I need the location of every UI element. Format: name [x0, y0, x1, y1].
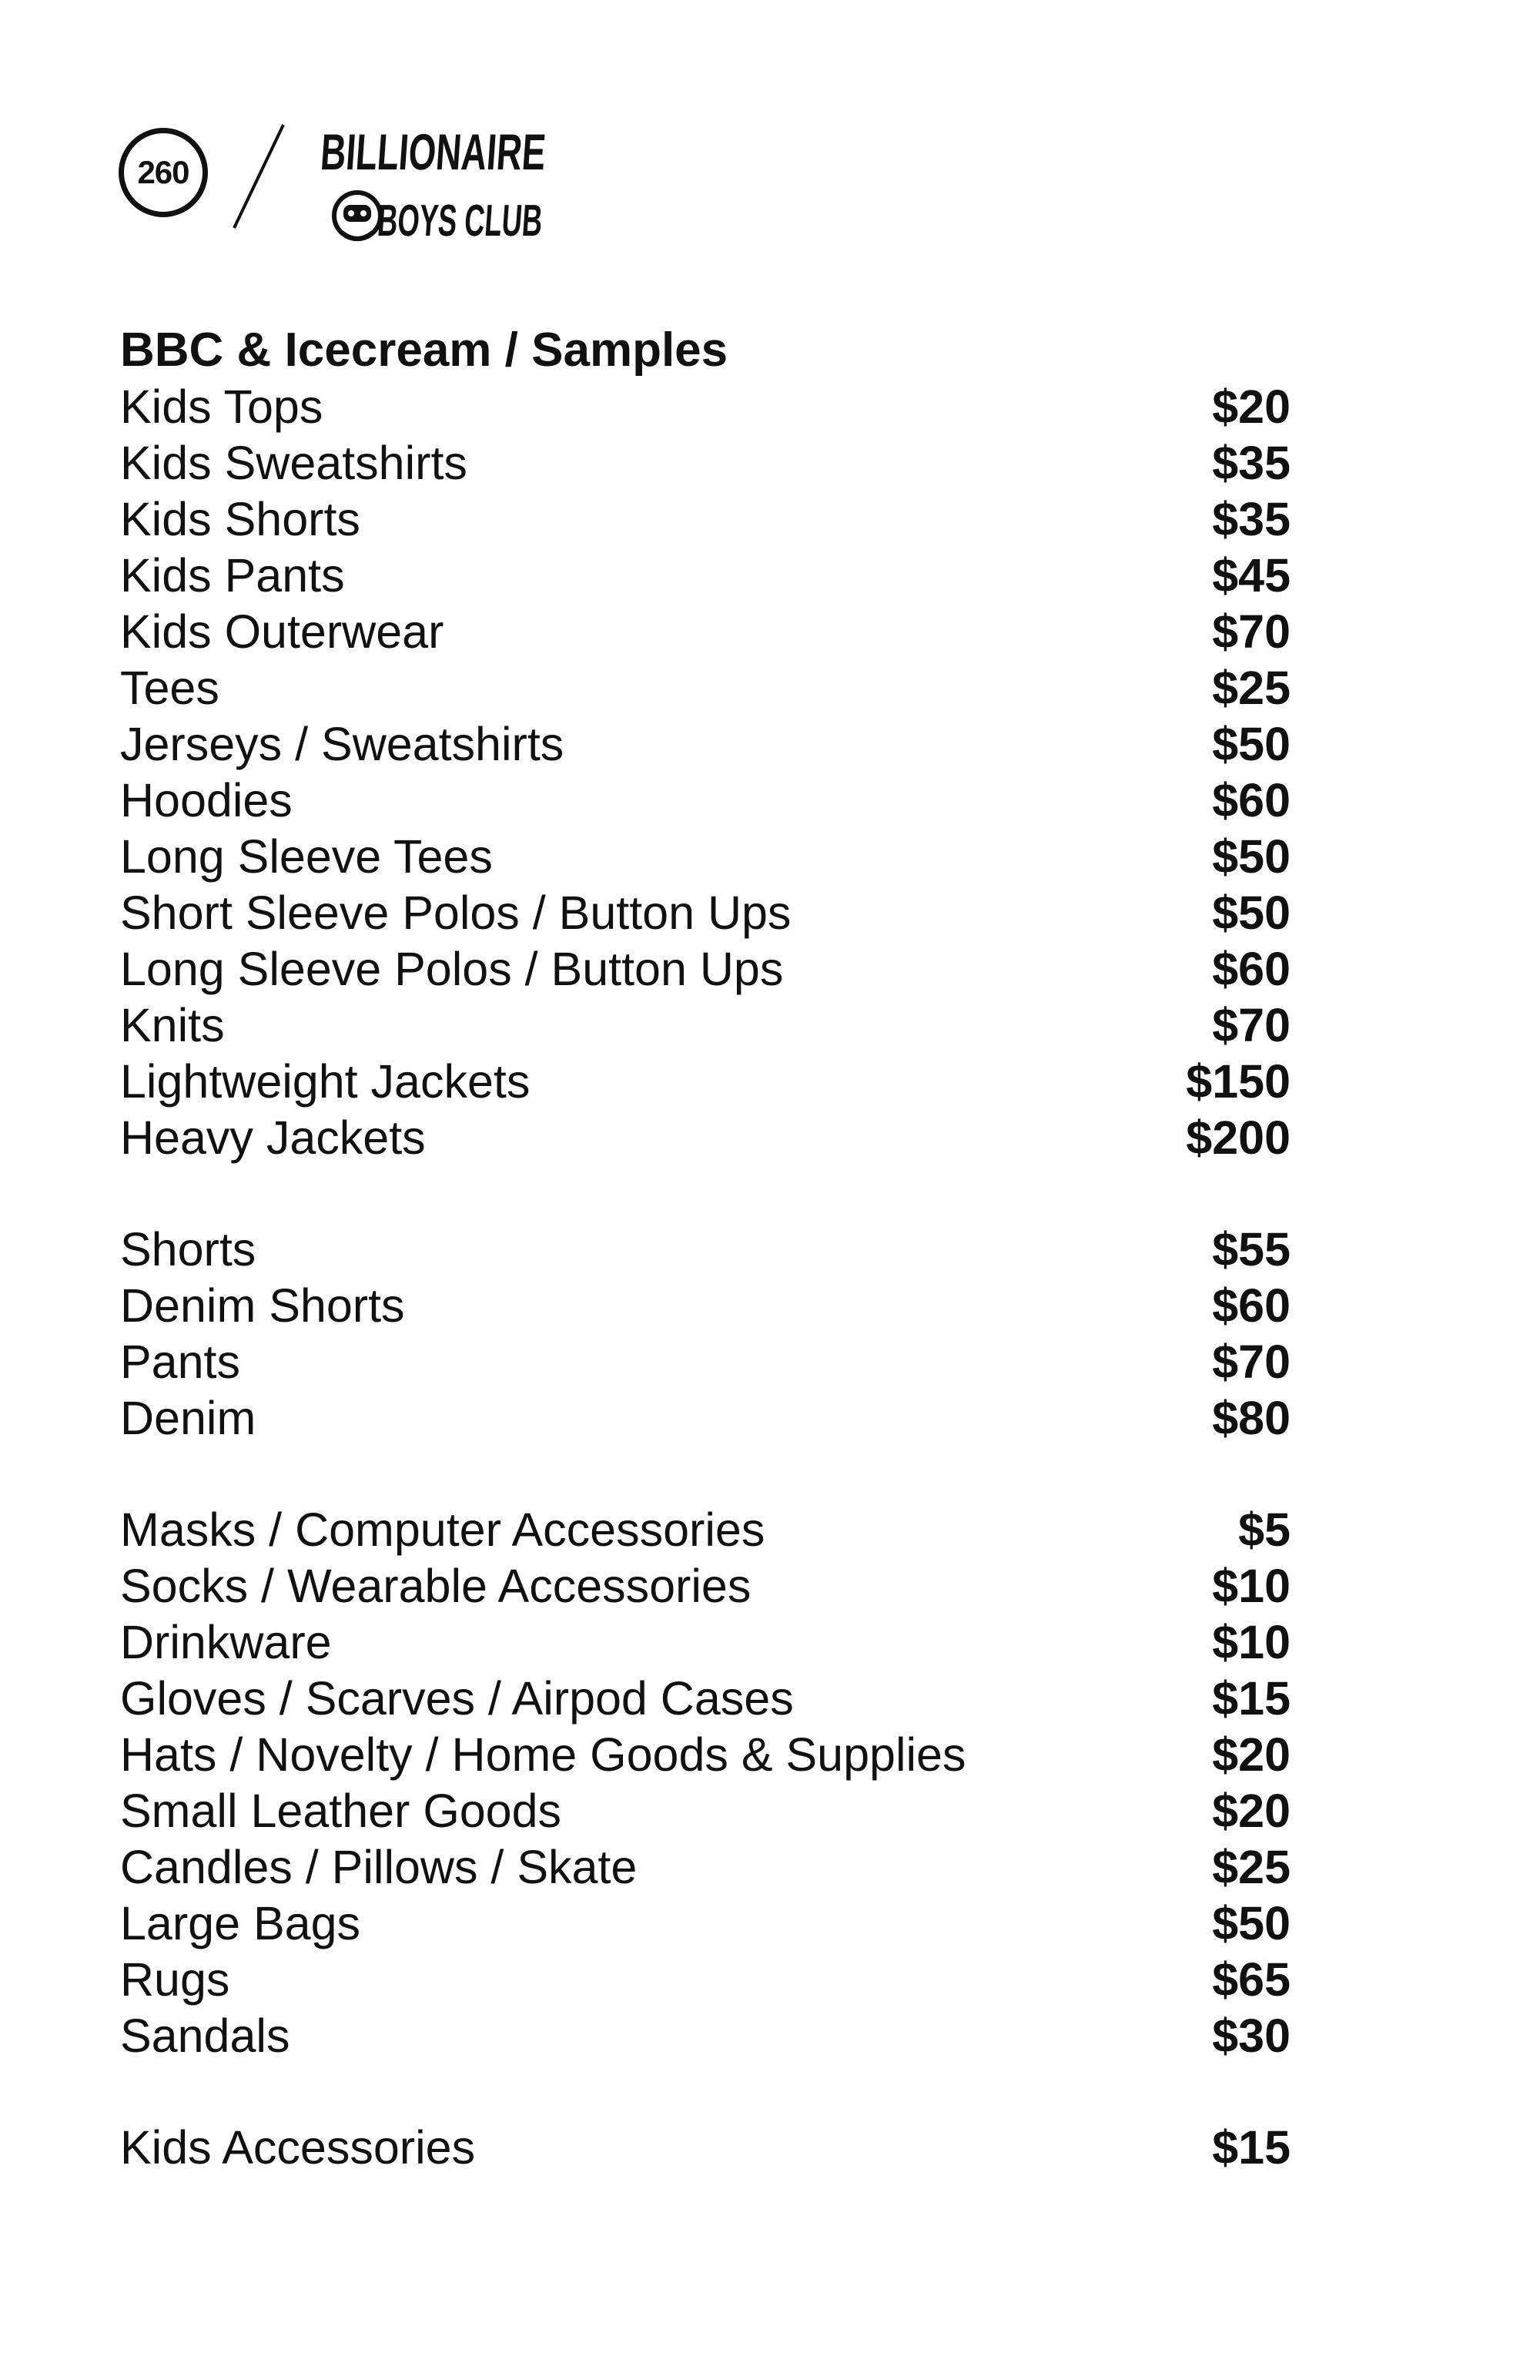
price-row [120, 604, 1291, 660]
item-price: $35 [1212, 437, 1291, 489]
item-price: $35 [1212, 493, 1291, 545]
item-label: Hats / Novelty / Home Goods & Supplies [120, 1728, 966, 1781]
item-price: $50 [1212, 718, 1291, 770]
price-row [120, 1558, 1291, 1614]
logo-line2: BOYS CLUB [376, 196, 643, 246]
price-row [120, 885, 1291, 941]
item-label: Kids Tops [120, 380, 323, 433]
price-row [120, 1896, 1291, 1952]
item-price: $10 [1212, 1560, 1291, 1612]
price-row [120, 1727, 1291, 1783]
price-row [120, 1783, 1291, 1839]
item-price: $60 [1212, 943, 1291, 995]
item-price: $50 [1212, 887, 1291, 939]
item-price: $65 [1212, 1953, 1291, 2006]
page-number-badge [119, 128, 208, 217]
item-price: $25 [1212, 662, 1291, 714]
item-label: Kids Sweatshirts [120, 437, 467, 489]
price-row [120, 548, 1291, 604]
price-row [120, 491, 1291, 548]
price-groups [120, 379, 1291, 2176]
item-label: Small Leather Goods [120, 1785, 562, 1837]
item-label: Gloves / Scarves / Airpod Cases [120, 1672, 794, 1725]
price-group [120, 1502, 1291, 2064]
item-price: $10 [1212, 1616, 1291, 1668]
item-label: Shorts [120, 1223, 256, 1275]
brand-logo [318, 114, 648, 246]
item-label: Denim [120, 1392, 256, 1444]
item-label: Denim Shorts [120, 1279, 405, 1332]
item-label: Candles / Pillows / Skate [120, 1841, 638, 1893]
price-row [120, 1502, 1291, 1558]
item-label: Short Sleeve Polos / Button Ups [120, 887, 792, 939]
price-row [120, 997, 1291, 1054]
item-price: $20 [1212, 1728, 1291, 1781]
price-row [120, 435, 1291, 491]
item-price: $70 [1212, 999, 1291, 1051]
item-label: Socks / Wearable Accessories [120, 1560, 752, 1612]
price-row [120, 773, 1291, 829]
price-group [120, 1222, 1291, 1446]
item-label: Jerseys / Sweatshirts [120, 718, 564, 770]
item-label: Large Bags [120, 1897, 360, 1949]
item-price: $50 [1212, 830, 1291, 883]
item-price: $50 [1212, 1897, 1291, 1949]
item-label: Rugs [120, 1953, 230, 2006]
astronaut-icon [334, 193, 380, 239]
price-row [120, 660, 1291, 716]
price-row [120, 829, 1291, 885]
item-price: $60 [1212, 1279, 1291, 1332]
divider-slash [228, 122, 290, 231]
price-row [120, 1222, 1291, 1278]
item-price: $55 [1212, 1223, 1291, 1275]
item-price: $20 [1212, 380, 1291, 433]
item-label: Kids Accessories [120, 2121, 476, 2174]
price-row [120, 1334, 1291, 1390]
item-label: Hoodies [120, 774, 293, 826]
price-list [120, 322, 1291, 2176]
price-row [120, 1390, 1291, 1446]
item-price: $200 [1186, 1111, 1291, 1164]
price-row [120, 1952, 1291, 2008]
section-title: BBC & Icecream / Samples [120, 323, 728, 377]
item-price: $70 [1212, 605, 1291, 658]
item-price: $70 [1212, 1336, 1291, 1388]
price-group [120, 379, 1291, 1166]
price-row [120, 379, 1291, 435]
price-row [120, 1839, 1291, 1896]
item-price: $5 [1238, 1503, 1291, 1556]
item-label: Knits [120, 999, 225, 1051]
item-label: Heavy Jackets [120, 1111, 426, 1164]
item-price: $15 [1212, 2121, 1291, 2174]
item-label: Kids Pants [120, 549, 345, 602]
price-row [120, 716, 1291, 773]
item-label: Drinkware [120, 1616, 332, 1668]
price-row [120, 941, 1291, 997]
page-number: 260 [137, 154, 189, 190]
item-price: $20 [1212, 1785, 1291, 1837]
item-label: Kids Outerwear [120, 605, 444, 658]
item-label: Pants [120, 1336, 240, 1388]
price-row [120, 2008, 1291, 2064]
price-row [120, 1110, 1291, 1166]
item-label: Tees [120, 662, 219, 714]
price-row [120, 2120, 1291, 2176]
item-label: Sandals [120, 2010, 290, 2062]
item-label: Long Sleeve Polos / Button Ups [120, 943, 784, 995]
price-row [120, 1671, 1291, 1727]
item-price: $80 [1212, 1392, 1291, 1444]
item-price: $45 [1212, 549, 1291, 602]
item-label: Kids Shorts [120, 493, 360, 545]
price-group [120, 2120, 1291, 2176]
item-price: $30 [1212, 2010, 1291, 2062]
price-row [120, 1054, 1291, 1110]
item-price: $60 [1212, 774, 1291, 826]
price-row [120, 1614, 1291, 1671]
item-label: Long Sleeve Tees [120, 830, 493, 883]
item-price: $150 [1186, 1055, 1291, 1108]
item-label: Lightweight Jackets [120, 1055, 531, 1108]
logo-line1: BILLIONAIRE [318, 124, 648, 181]
item-price: $15 [1212, 1672, 1291, 1725]
item-label: Masks / Computer Accessories [120, 1503, 765, 1556]
item-price: $25 [1212, 1841, 1291, 1893]
price-row [120, 1278, 1291, 1334]
